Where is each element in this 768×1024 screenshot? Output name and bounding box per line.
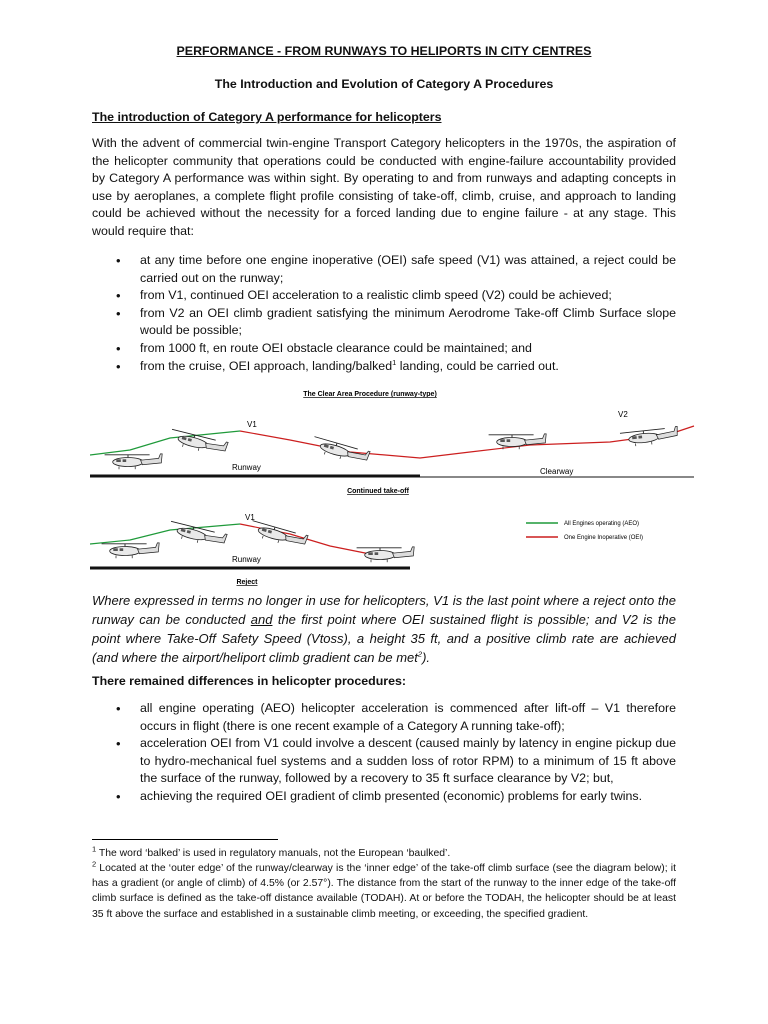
legend-aeo-label: All Engines operating (AEO): [564, 521, 640, 527]
top-v1-label: V1: [247, 420, 257, 429]
definition-paragraph: Where expressed in terms no longer in use for helicopters, V1 is the last point where a reject onto the runway can be conducted and the first point where OEI sustained flight is possible; and V2 is the point where Take-Off Safety Speed (Vtoss), a height 35 ft, and a positive climb rate are achieved (and where the airport/heliport climb gradient can be met$^2$).: [92, 593, 676, 665]
top-clearway-label: Clearway: [540, 467, 574, 476]
list-item: • from 1000 ft, en route OEI obstacle clearance could be maintained; and: [92, 340, 676, 358]
helicopter-icon: [105, 454, 163, 469]
list-item: • achieving the required OEI gradient of climb presented (economic) problems for early twins.: [92, 788, 676, 806]
intro-paragraph: With the advent of commercial twin-engine Transport Category helicopters in the 1970s, the aspiration of the helicopter community that operations could be conducted with engine-failure accountability provided by Category A performance was within sight. By operating to and from runways and adapting concepts in use by aeroplanes, a complete flight profile consisting of take-off, climb, cruise, and approach to landing could be achieved without the necessity for a forced landing due to engine failure - at any stage. This would require that:: [92, 136, 676, 238]
requirements-list: [92, 252, 676, 375]
helicopter-icon: [249, 520, 309, 551]
list-item: • from the cruise, OEI approach, landing/balked$^1$ landing, could be carried out.: [92, 358, 676, 376]
legend-oei-label: One Engine Inoperative (OEI): [564, 535, 644, 541]
helicopter-icon: [357, 547, 415, 562]
list-item: • from V2 an OEI climb gradient satisfying the minimum Aerodrome Take-off Climb Surface slope would be possible;: [92, 305, 676, 340]
differences-list: [92, 700, 676, 806]
footnote-ref: 1: [392, 357, 397, 367]
top-caption: Continued take-off: [347, 488, 409, 495]
helicopter-icon: [168, 520, 228, 549]
list-item: • acceleration OEI from V1 could involve a descent (caused mainly by latency in engine pickup due to hydro-mechanical fuel systems and a sudden loss of rotor RPM) to a minimum of 15 ft above the surface of the runway, followed by a recovery to 35 ft surface clearance by V2; but,: [92, 735, 676, 788]
footnote-divider: [92, 839, 278, 840]
bottom-runway-label: Runway: [232, 555, 261, 564]
list-item: • at any time before one engine inoperative (OEI) safe speed (V1) was attained, a reject could be carried out on the runway;: [92, 252, 676, 287]
helicopter-icon: [102, 543, 160, 558]
section-heading-differences: There remained differences in helicopter procedures:: [92, 674, 406, 688]
helicopter-icon: [311, 436, 371, 467]
top-oei-path: [240, 426, 694, 458]
list-item: • all engine operating (AEO) helicopter acceleration is commenced after lift-off – V1 therefore occurs in flight (there is one recent example of a Category A running take-off);: [92, 700, 676, 735]
top-aeo-path: [90, 431, 240, 455]
footnote-2: $^2$ Located at the ‘outer edge’ of the runway/clearway is the ‘inner edge’ of the take-off climb surface (see the diagram below); it has a gradient (or angle of climb) of 4.5% (or 2.57°). The distance from the start of the runway to the inner edge of the take-off climb surface is defined as the take-off distance available (TODAH). At or before the TODAH, the helicopter should be at least 35 ft above the surface and established in a sustainable climb meeting, or exceeding, the specified gradient.: [92, 859, 676, 920]
document-subtitle: The Introduction and Evolution of Category A Procedures: [214, 77, 554, 91]
top-v2-label: V2: [618, 410, 628, 419]
figure-title: The Clear Area Procedure (runway-type): [303, 391, 437, 398]
clear-area-procedure-diagram: [90, 384, 700, 590]
section-heading-category-a: The introduction of Category A performance for helicopters: [92, 110, 442, 124]
document-title: PERFORMANCE - FROM RUNWAYS TO HELIPORTS IN CITY CENTRES: [176, 44, 592, 58]
bottom-caption: Reject: [236, 579, 258, 586]
footnote-ref: 2: [417, 649, 423, 659]
helicopter-icon: [620, 426, 679, 447]
list-item: • from V1, continued OEI acceleration to a realistic climb speed (V2) could be achieved;: [92, 287, 676, 305]
bottom-v1-label: V1: [245, 513, 255, 522]
footnote-1: $^1$ The word ‘balked’ is used in regulatory manuals, not the European ‘baulked’.: [92, 844, 451, 859]
top-runway-label: Runway: [232, 463, 261, 472]
